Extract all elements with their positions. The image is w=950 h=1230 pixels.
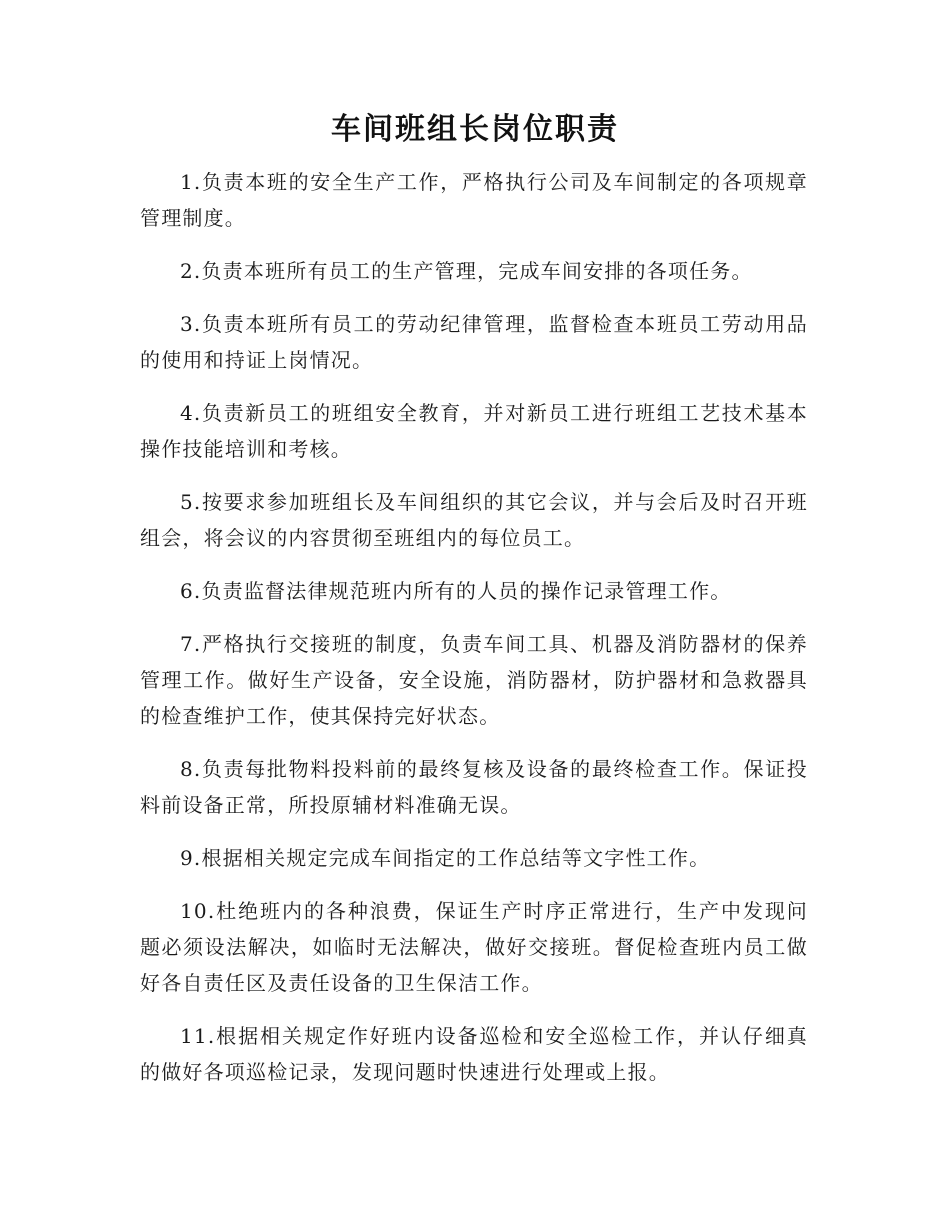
clause-2: 2.负责本班所有员工的生产管理，完成车间安排的各项任务。: [180, 259, 753, 283]
clause-9: 9.根据相关规定完成车间指定的工作总结等文字性工作。: [180, 846, 711, 870]
clause-10: 10.杜绝班内的各种浪费，保证生产时序正常进行，生产中发现问题必须设法解决，如临时无法解决，做好交接班。督促检查班内员工做好各自责任区及责任设备的卫生保洁工作。: [140, 899, 808, 995]
clause-5: 5.按要求参加班组长及车间组织的其它会议，并与会后及时召开班组会，将会议的内容贯彻至班组内的每位员工。: [140, 490, 808, 550]
clause-6: 6.负责监督法律规范班内所有的人员的操作记录管理工作。: [180, 579, 732, 603]
clause-list: [140, 164, 808, 1107]
clause-3: 3.负责本班所有员工的劳动纪律管理，监督检查本班员工劳动用品的使用和持证上岗情况。: [140, 312, 808, 372]
clause-11: 11.根据相关规定作好班内设备巡检和安全巡检工作，并认仔细真的做好各项巡检记录，发现问题时快速进行处理或上报。: [140, 1024, 808, 1084]
document-title: 车间班组长岗位职责: [331, 112, 619, 147]
clause-7: 7.严格执行交接班的制度，负责车间工具、机器及消防器材的保养管理工作。做好生产设备，安全设施，消防器材，防护器材和急救器具的检查维护工作，使其保持完好状态。: [140, 632, 808, 728]
clause-8: 8.负责每批物料投料前的最终复核及设备的最终检查工作。保证投料前设备正常，所投原辅材料准确无误。: [140, 757, 808, 817]
clause-4: 4.负责新员工的班组安全教育，并对新员工进行班组工艺技术基本操作技能培训和考核。: [140, 401, 808, 461]
clause-1: 1.负责本班的安全生产工作，严格执行公司及车间制定的各项规章管理制度。: [140, 170, 808, 230]
